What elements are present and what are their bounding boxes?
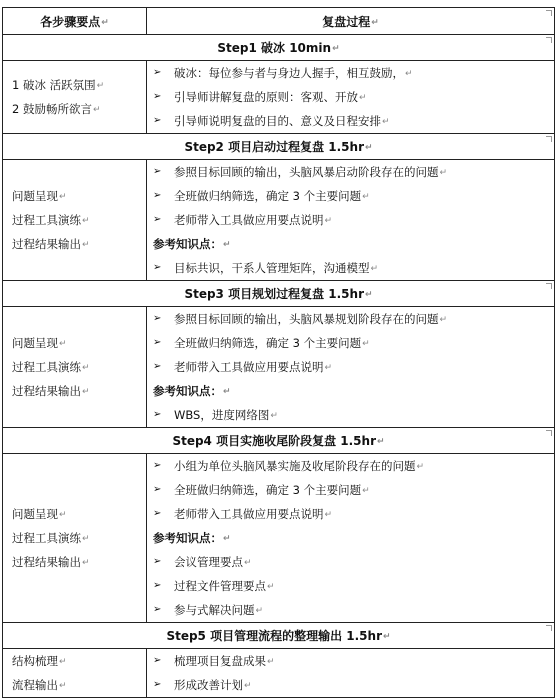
bullet-item [147,673,554,697]
bullet-item [147,502,554,526]
step-content-row [3,307,555,428]
bullet-text: 破冰：每位参与者与身边人握手，相互鼓励， [174,66,404,80]
arrow-bullet-icon: ➢ [153,484,162,495]
step-title-text: Step1 破冰 10min [217,41,332,55]
paragraph-mark-icon: ↵ [365,290,373,300]
key-points-cell [3,61,147,134]
arrow-bullet-icon: ➢ [153,508,162,519]
arrow-bullet-icon: ➢ [153,679,162,690]
review-process-table [2,7,555,698]
paragraph-mark-icon: ↵ [371,17,379,28]
arrow-bullet-icon: ➢ [153,313,162,324]
key-point-text: 过程工具演练 [12,213,81,227]
bullet-text: 目标共识，干系人管理矩阵，沟通模型 [174,261,370,275]
bullet-text: 会议管理要点 [174,555,243,569]
paragraph-mark-icon: ↵ [416,462,425,472]
paragraph-mark-icon: ↵ [382,117,390,127]
arrow-bullet-icon: ➢ [153,337,162,348]
key-point-item [12,97,146,121]
reference-heading [147,526,554,550]
paragraph-mark-icon: ↵ [101,17,109,28]
key-point-item [12,526,146,550]
paragraph-mark-icon: ↵ [439,315,448,325]
bullet-text: 全班做归纳筛选，确定 3 个主要问题 [174,336,362,350]
paragraph-mark-icon: ↵ [82,240,90,250]
bullet-text: 老师带入工具做应用要点说明 [174,213,324,227]
key-point-text: 问题呈现 [12,189,58,203]
review-process-cell [147,160,555,281]
paragraph-mark-icon: ↵ [223,534,231,544]
bullet-item [147,208,554,232]
arrow-bullet-icon: ➢ [153,361,162,372]
key-point-item [12,355,146,379]
reference-heading-text: 参考知识点： [153,384,222,398]
arrow-bullet-icon: ➢ [153,115,162,126]
header-key-points [3,8,147,35]
paragraph-mark-icon: ↵ [82,558,90,568]
paragraph-mark-icon: ↵ [59,192,67,202]
step-title-text: Step5 项目管理流程的整理输出 1.5hr [166,629,382,643]
key-point-item [12,184,146,208]
key-points-cell [3,160,147,281]
review-process-cell [147,61,555,134]
paragraph-mark-icon: ↵ [362,486,370,496]
bullet-item [147,160,554,184]
key-point-item [12,550,146,574]
paragraph-mark-icon: ↵ [82,534,90,544]
step-content-row [3,61,555,134]
paragraph-mark-icon: ↵ [244,681,252,691]
paragraph-mark-icon: ↵ [82,363,90,373]
step-title-row [3,134,555,160]
paragraph-mark-icon: ↵ [96,81,105,91]
key-point-item [12,379,146,403]
key-points-cell [3,649,147,698]
bullet-text: 参照目标回顾的输出，头脑风暴启动阶段存在的问题 [174,165,439,179]
bullet-item [147,550,554,574]
bullet-text: 老师带入工具做应用要点说明 [174,507,324,521]
cell-corner-mark-icon [546,10,552,16]
bullet-text: 梳理项目复盘成果 [174,654,266,668]
arrow-bullet-icon: ➢ [153,214,162,225]
arrow-bullet-icon: ➢ [153,67,162,78]
header-review-process-text: 复盘过程 [322,14,371,29]
paragraph-mark-icon: ↵ [324,510,333,520]
arrow-bullet-icon: ➢ [153,190,162,201]
paragraph-mark-icon: ↵ [255,606,264,616]
key-point-text: 2 鼓励畅所欲言 [12,102,92,116]
bullet-item [147,403,554,427]
paragraph-mark-icon: ↵ [92,105,101,115]
reference-heading [147,379,554,403]
key-point-item [12,649,146,673]
step-title [3,35,555,61]
step-title-text: Step2 项目启动过程复盘 1.5hr [184,140,364,154]
paragraph-mark-icon: ↵ [59,657,67,667]
key-point-item [12,208,146,232]
key-point-text: 流程输出 [12,678,58,692]
bullet-item [147,331,554,355]
paragraph-mark-icon: ↵ [377,437,385,447]
bullet-item [147,85,554,109]
step-title [3,134,555,160]
header-review-process [147,8,555,35]
step-title-row [3,623,555,649]
arrow-bullet-icon: ➢ [153,91,162,102]
paragraph-mark-icon: ↵ [365,143,373,153]
bullet-item [147,256,554,280]
review-process-cell [147,307,555,428]
key-point-item [12,331,146,355]
paragraph-mark-icon: ↵ [223,240,231,250]
step-title-row [3,428,555,454]
paragraph-mark-icon: ↵ [267,657,275,667]
bullet-item [147,61,554,85]
key-point-text: 过程工具演练 [12,531,81,545]
key-point-text: 结构梳理 [12,654,58,668]
key-point-text: 过程结果输出 [12,237,81,251]
paragraph-mark-icon: ↵ [405,69,413,79]
bullet-item [147,574,554,598]
paragraph-mark-icon: ↵ [59,510,67,520]
bullet-text: WBS，进度网络图 [174,408,270,422]
step-title-text: Step4 项目实施收尾阶段复盘 1.5hr [172,434,376,448]
step-title [3,623,555,649]
bullet-item [147,478,554,502]
bullet-item [147,454,554,478]
cell-corner-mark-icon [546,625,552,631]
paragraph-mark-icon: ↵ [370,264,379,274]
bullet-text: 小组为单位头脑风暴实施及收尾阶段存在的问题 [174,459,416,473]
key-point-text: 过程结果输出 [12,384,81,398]
bullet-item [147,184,554,208]
step-content-row [3,160,555,281]
bullet-text: 老师带入工具做应用要点说明 [174,360,324,374]
arrow-bullet-icon: ➢ [153,166,162,177]
arrow-bullet-icon: ➢ [153,604,162,615]
cell-corner-mark-icon [546,430,552,436]
arrow-bullet-icon: ➢ [153,655,162,666]
arrow-bullet-icon: ➢ [153,460,162,471]
arrow-bullet-icon: ➢ [153,556,162,567]
reference-heading-text: 参考知识点： [153,531,222,545]
paragraph-mark-icon: ↵ [267,582,275,592]
paragraph-mark-icon: ↵ [59,681,67,691]
paragraph-mark-icon: ↵ [270,411,278,421]
arrow-bullet-icon: ➢ [153,262,162,273]
bullet-item [147,109,554,133]
bullet-text: 引导师说明复盘的目的、意义及日程安排 [174,114,381,128]
key-point-item [12,73,146,97]
step-title [3,428,555,454]
arrow-bullet-icon: ➢ [153,409,162,420]
paragraph-mark-icon: ↵ [324,363,333,373]
paragraph-mark-icon: ↵ [244,558,252,568]
paragraph-mark-icon: ↵ [383,632,391,642]
key-point-item [12,673,146,697]
key-point-item [12,232,146,256]
paragraph-mark-icon: ↵ [324,216,333,226]
step-content-row [3,454,555,623]
step-title-row [3,281,555,307]
bullet-text: 参与式解决问题 [174,603,255,617]
bullet-text: 参照目标回顾的输出，头脑风暴规划阶段存在的问题 [174,312,439,326]
paragraph-mark-icon: ↵ [82,387,90,397]
paragraph-mark-icon: ↵ [359,93,367,103]
cell-corner-mark-icon [546,283,552,289]
bullet-item [147,598,554,622]
bullet-text: 形成改善计划 [174,678,243,692]
paragraph-mark-icon: ↵ [439,168,448,178]
bullet-text: 引导师讲解复盘的原则：客观、开放 [174,90,358,104]
bullet-item [147,649,554,673]
step-content-row [3,649,555,698]
key-point-text: 问题呈现 [12,336,58,350]
reference-heading [147,232,554,256]
key-point-text: 问题呈现 [12,507,58,521]
bullet-text: 过程文件管理要点 [174,579,266,593]
reference-heading-text: 参考知识点： [153,237,222,251]
paragraph-mark-icon: ↵ [362,192,370,202]
bullet-text: 全班做归纳筛选，确定 3 个主要问题 [174,483,362,497]
paragraph-mark-icon: ↵ [223,387,231,397]
arrow-bullet-icon: ➢ [153,580,162,591]
bullet-text: 全班做归纳筛选，确定 3 个主要问题 [174,189,362,203]
paragraph-mark-icon: ↵ [362,339,370,349]
paragraph-mark-icon: ↵ [82,216,90,226]
review-process-cell [147,649,555,698]
key-points-cell [3,307,147,428]
key-point-text: 1 破冰 活跃氛围 [12,78,96,92]
key-points-cell [3,454,147,623]
review-process-cell [147,454,555,623]
header-row [3,8,555,35]
key-point-text: 过程工具演练 [12,360,81,374]
paragraph-mark-icon: ↵ [332,44,340,54]
cell-corner-mark-icon [546,37,552,43]
step-title-row [3,35,555,61]
bullet-item [147,307,554,331]
key-point-item [12,502,146,526]
header-key-points-text: 各步骤要点 [40,14,101,29]
cell-corner-mark-icon [546,136,552,142]
bullet-item [147,355,554,379]
step-title [3,281,555,307]
key-point-text: 过程结果输出 [12,555,81,569]
paragraph-mark-icon: ↵ [59,339,67,349]
step-title-text: Step3 项目规划过程复盘 1.5hr [184,287,364,301]
